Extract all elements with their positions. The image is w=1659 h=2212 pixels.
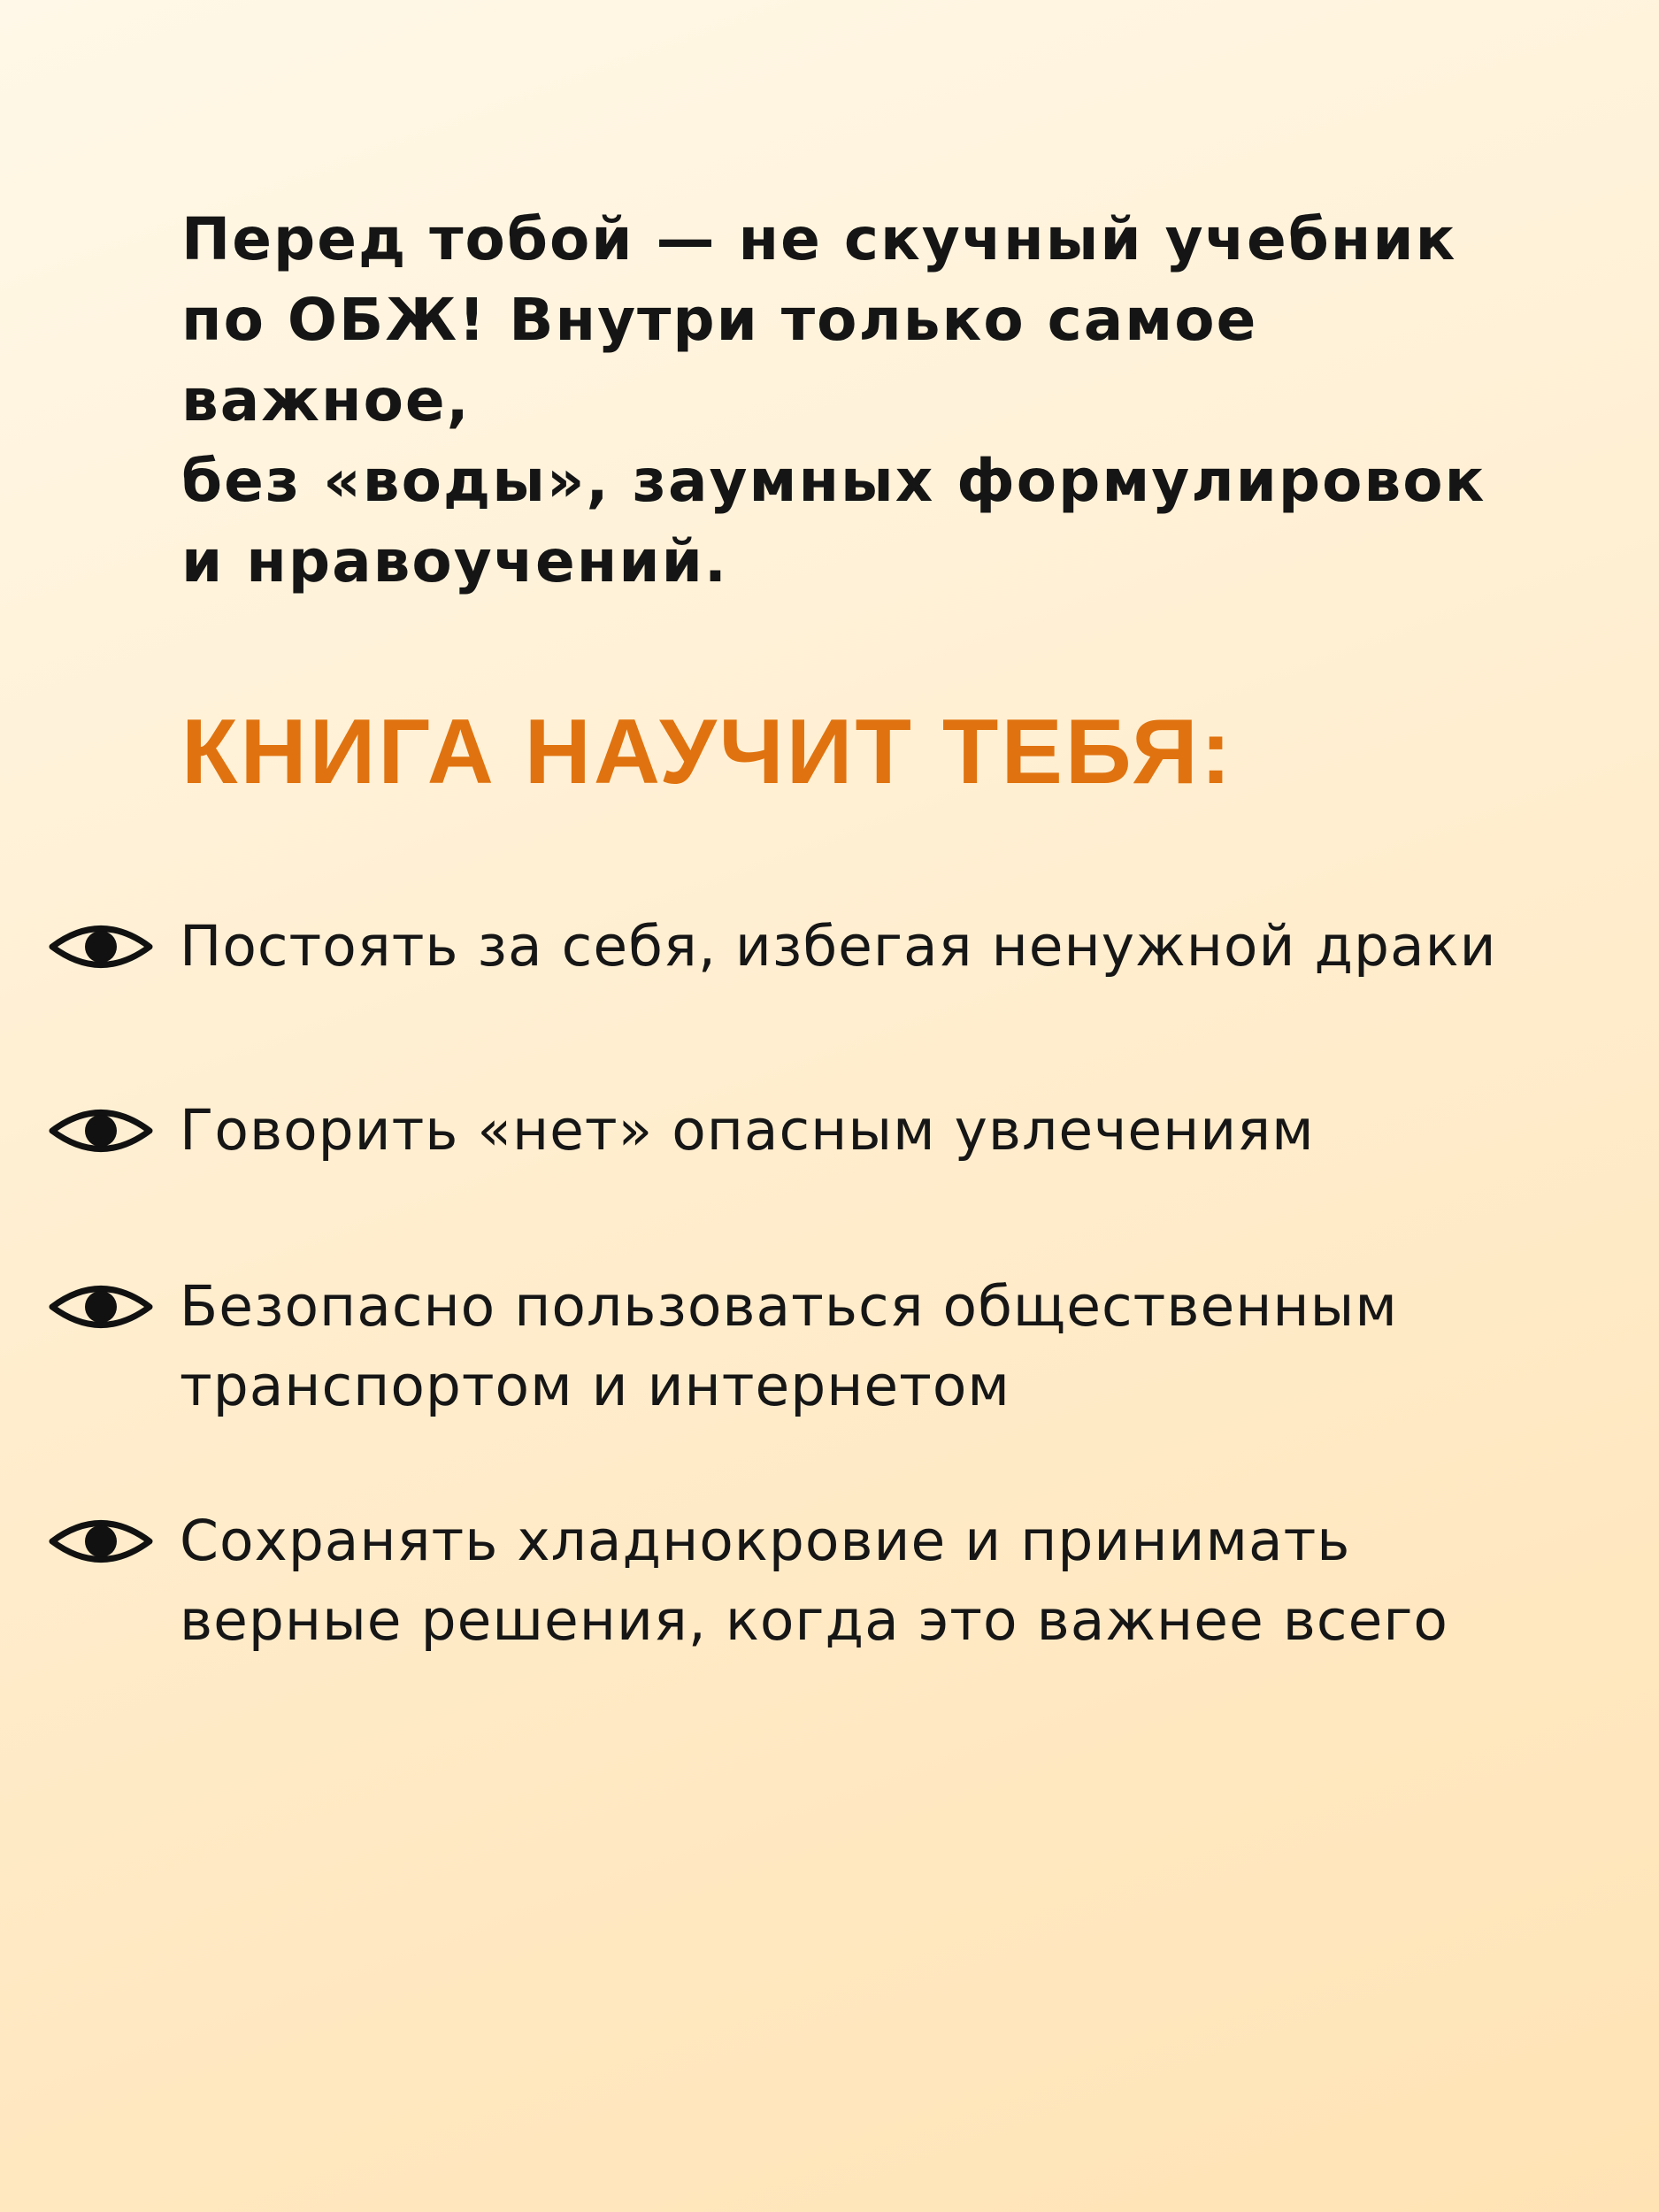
list-item-line: Сохранять хладнокровие и принимать [180,1509,1351,1573]
list-item [49,907,1615,987]
eye-icon [49,1512,153,1571]
list-item-text [180,1502,1448,1661]
intro-line: и нравоучений. [181,527,728,595]
list-item [49,1267,1615,1426]
eye-icon [49,918,153,976]
intro-line: без «воды», заумных формулировок [181,447,1486,515]
list-item-text [180,907,1497,987]
eye-icon [49,1102,153,1160]
intro-line: Перед тобой — не скучный учебник [181,205,1457,273]
list-item-line: верные решения, когда это важнее всего [180,1588,1448,1653]
list-item [49,1502,1615,1661]
eye-icon [49,1278,153,1336]
list-item-line: Говорить «нет» опасным увлечениям [180,1098,1315,1163]
list-item-line: транспортом и интернетом [180,1354,1010,1418]
list-item [49,1091,1615,1171]
section-heading: КНИГА НАУЧИТ ТЕБЯ: [181,701,1234,803]
list-item-text [180,1267,1398,1426]
list-item-line: Безопасно пользоваться общественным [180,1274,1398,1339]
intro-paragraph [181,199,1562,602]
list-item-line: Постоять за себя, избегая ненужной драки [180,914,1497,979]
list-item-text [180,1091,1315,1171]
intro-line: по ОБЖ! Внутри только самое важное, [181,286,1258,434]
